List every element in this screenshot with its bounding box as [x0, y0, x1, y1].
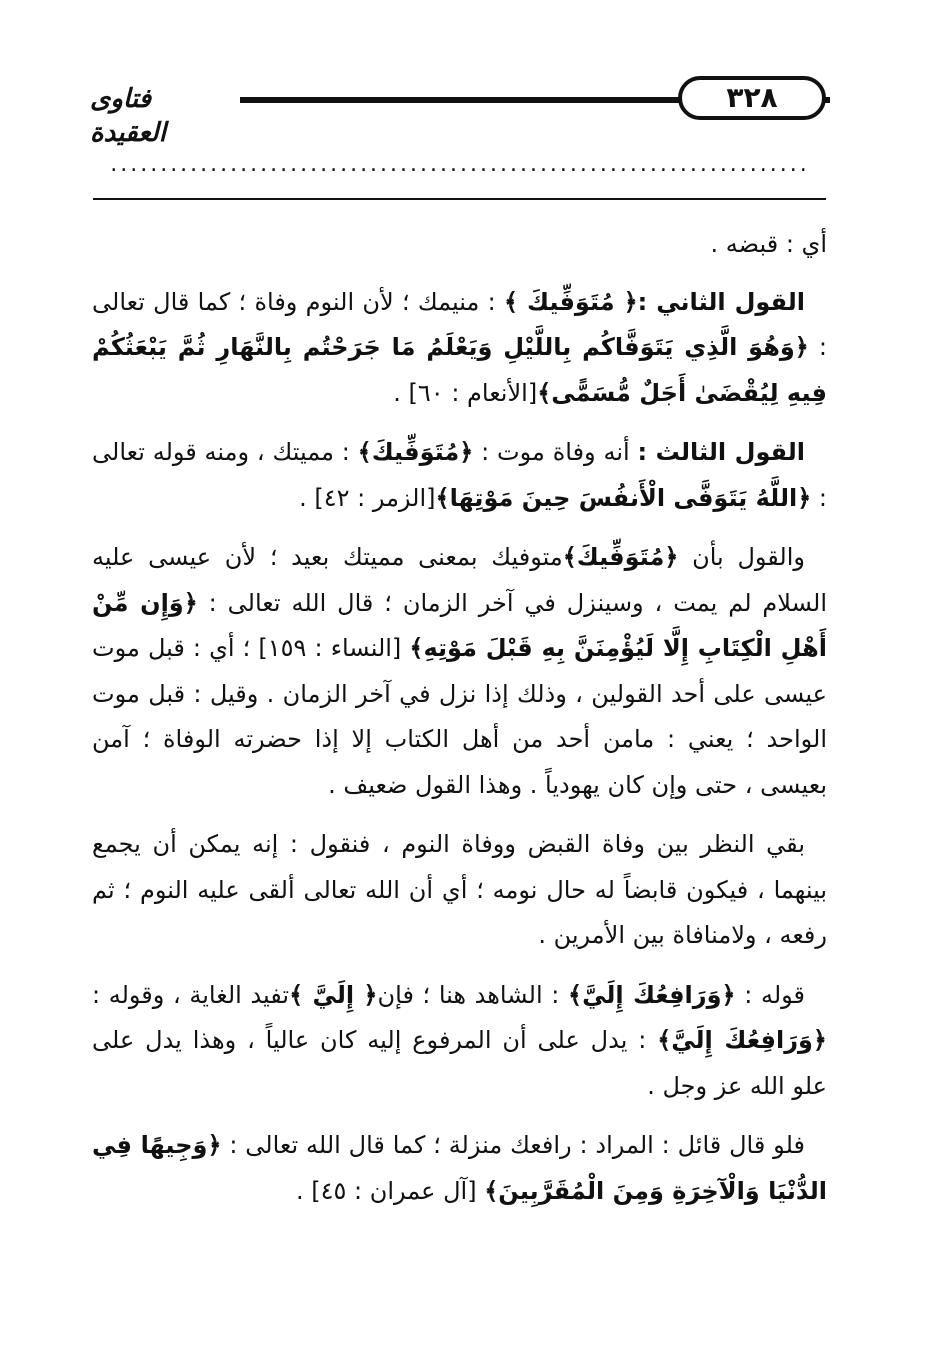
paragraph: القول الثالث : أنه وفاة موت : ﴿مُتَوَفِّيكَ﴾ : مميتك ، ومنه قوله تعالى : ﴿اللَّهُ يَتَوَفَّى الْأَنفُسَ حِينَ مَوْتِهَا﴾[الزمر : ٤٢] .: [92, 438, 827, 512]
quran-quote: ﴿وَرَافِعُكَ إِلَيَّ﴾: [568, 980, 736, 1009]
page-header: [90, 72, 830, 148]
quran-quote: ﴿مُتَوَفِّيكَ﴾: [357, 438, 474, 466]
quran-quote: ﴿ مُتَوَفِّيكَ ﴾: [503, 287, 638, 316]
page-number: ٣٢٨: [678, 76, 826, 120]
quran-quote: ﴿وَإِن مِّنْ أَهْلِ الْكِتَابِ إِلَّا لَيُؤْمِنَنَّ بِهِ قَبْلَ مَوْتِهِ﴾: [92, 588, 827, 662]
paragraph: قوله : ﴿وَرَافِعُكَ إِلَيَّ﴾ : الشاهد هنا ؛ فإن﴿ إِلَيَّ ﴾تفيد الغاية ، وقوله : ﴿وَرَافِعُكَ إِلَيَّ﴾ : يدل على أن المرفوع إليه كان عالياً ، وهذا يدل على علو الله عز وجل .: [92, 980, 827, 1100]
paragraph: بقي النظر بين وفاة القبض ووفاة النوم ، فنقول : إنه يمكن أن يجمع بينهما ، فيكون قابضاً له حال نومه ؛ أي أن الله تعالى ألقى عليه النوم ؛ ثم رفعه ، ولامنافاة بين الأمرين .: [92, 830, 827, 949]
paragraph: أي : قبضه .: [710, 230, 827, 258]
running-title: فتاوى العقيدة: [90, 84, 166, 148]
quran-quote: ﴿وَهُوَ الَّذِي يَتَوَفَّاكُم بِاللَّيْلِ وَيَعْلَمُ مَا جَرَحْتُم بِالنَّهَارِ ثُمَّ يَبْعَثُكُمْ فِيهِ لِيُقْضَىٰ أَجَلٌ مُّسَمًّى﴾: [92, 333, 827, 407]
dotted-separator: ......................................................................: [110, 152, 810, 177]
quran-quote: ﴿مُتَوَفِّيكَ﴾: [562, 543, 679, 571]
horizontal-rule: [93, 198, 826, 200]
paragraph: والقول بأن ﴿مُتَوَفِّيكَ﴾متوفيك بمعنى مميتك بعيد ؛ لأن عيسى عليه السلام لم يمت ، وسينزل في آخر الزمان ؛ قال الله تعالى : ﴿وَإِن مِّنْ أَهْلِ الْكِتَابِ إِلَّا لَيُؤْمِنَنَّ بِهِ قَبْلَ مَوْتِهِ﴾ [النساء : ١٥٩] ؛ أي : قبل موت عيسى على أحد القولين ، وذلك إذا نزل في آخر الزمان . وقيل : قبل موت الواحد ؛ يعني : مامن أحد من أهل الكتاب إلا إذا حضرته الوفاة ؛ آمن بعيسى ، حتى وإن كان يهودياً . وهذا القول ضعيف .: [92, 543, 827, 799]
quran-quote: ﴿وَجِيهًا فِي الدُّنْيَا وَالْآخِرَةِ وَمِنَ الْمُقَرَّبِينَ﴾: [92, 1131, 827, 1205]
paragraph-heading: القول الثاني :: [637, 287, 805, 316]
page-body: [92, 222, 827, 1228]
header-rule-left: [240, 97, 680, 103]
quran-quote: ﴿وَرَافِعُكَ إِلَيَّ﴾: [657, 1026, 827, 1054]
paragraph-heading: القول الثالث :: [637, 438, 806, 466]
paragraph: القول الثاني :﴿ مُتَوَفِّيكَ ﴾ : منيمك ؛ لأن النوم وفاة ؛ كما قال تعالى : ﴿وَهُوَ الَّذِي يَتَوَفَّاكُم بِاللَّيْلِ وَيَعْلَمُ مَا جَرَحْتُم بِالنَّهَارِ ثُمَّ يَبْعَثُكُمْ فِيهِ لِيُقْضَىٰ أَجَلٌ مُّسَمًّى﴾[الأنعام : ٦٠] .: [92, 287, 827, 407]
quran-quote: ﴿اللَّهُ يَتَوَفَّى الْأَنفُسَ حِينَ مَوْتِهَا﴾: [435, 483, 812, 512]
quran-quote: ﴿ إِلَيَّ ﴾: [289, 980, 378, 1009]
paragraph: فلو قال قائل : المراد : رافعك منزلة ؛ كما قال الله تعالى : ﴿وَجِيهًا فِي الدُّنْيَا وَالْآخِرَةِ وَمِنَ الْمُقَرَّبِينَ﴾ [آل عمران : ٤٥] .: [92, 1131, 827, 1205]
